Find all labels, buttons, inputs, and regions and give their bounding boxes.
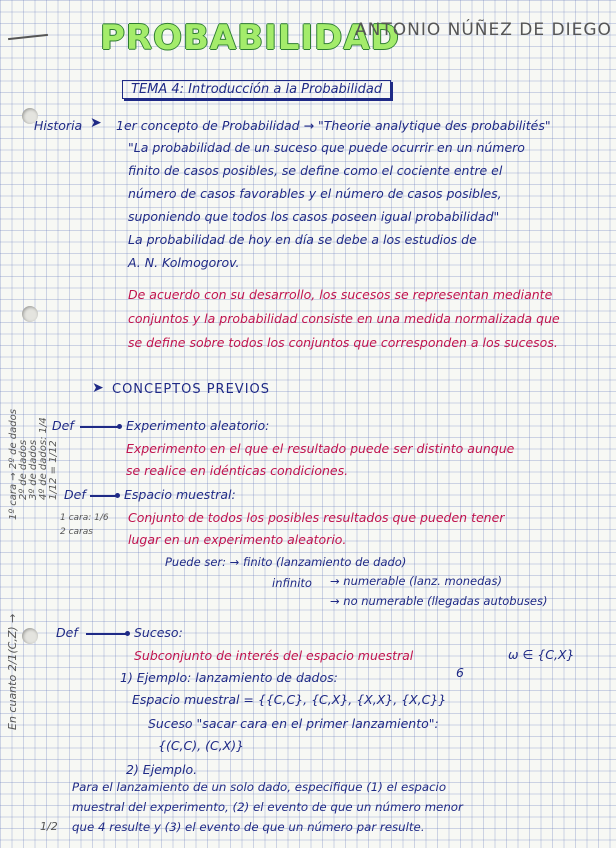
omega-aside: ω ∈ {C,X} (508, 647, 575, 662)
history-label: Historia (34, 118, 83, 133)
section-heading: CONCEPTOS PREVIOS (112, 382, 271, 397)
bullet-dot (115, 493, 120, 498)
def-term: Espacio muestral: (124, 487, 236, 502)
def-arrow (86, 633, 126, 635)
margin-note: 4º de dados: 1/4 (38, 417, 49, 500)
def-term: Experimento aleatorio: (126, 418, 270, 433)
def-body: se realice en idénticas condiciones. (126, 463, 349, 478)
margin-small-note: 1 cara: 1/6 (60, 513, 109, 523)
margin-note: 3º de dados (28, 439, 39, 500)
non-numerable-line: → no numerable (llegadas autobuses) (330, 594, 548, 608)
history-line: finito de casos posibles, se define como el cociente entre el (128, 163, 503, 178)
sample-space-line: Espacio muestral = {{C,C}, {C,X}, {X,X}, {X,C}} (132, 692, 447, 707)
def-body: Conjunto de todos los posibles resultados que pueden tener (128, 510, 505, 525)
history-line: 1er concepto de Probabilidad → "Theorie analytique des probabilités" (116, 118, 551, 133)
margin-note: 1/12 = 1/12 (48, 440, 59, 500)
margin-small-note: 2 caras (60, 527, 93, 537)
bullet-dot (117, 424, 122, 429)
history-line: La probabilidad de hoy en día se debe a los estudios de (128, 232, 477, 247)
binder-hole (22, 628, 38, 644)
section-arrow-icon: ➤ (92, 380, 104, 396)
bullet-dot (125, 631, 130, 636)
def-body: lugar en un experimento aleatorio. (128, 532, 347, 547)
example-line: que 4 resulte y (3) el evento de que un número par resulte. (72, 820, 425, 834)
def-label: Def (56, 625, 78, 640)
margin-note: 2º de dados (18, 439, 29, 500)
margin-vertical-note: En cuanto 2/1(C,Z) → (6, 613, 19, 730)
history-line: número de casos favorables y el número de casos posibles, (128, 186, 502, 201)
page-title: PROBABILIDAD (100, 18, 400, 58)
margin-note: 1º cara → 2º de dados (8, 409, 19, 520)
history-pink-line: se define sobre todos los conjuntos que corresponden a los sucesos. (128, 335, 558, 350)
example-line: muestral del experimento, (2) el evento de que un número menor (72, 800, 463, 814)
binder-hole (22, 306, 38, 322)
history-pink-line: De acuerdo con su desarrollo, los sucesos se representan mediante (128, 287, 553, 302)
example-line: Para el lanzamiento de un solo dado, especifique (1) el espacio (72, 780, 447, 794)
example-heading: 2) Ejemplo. (126, 762, 198, 777)
def-body: Subconjunto de interés del espacio muestral (134, 648, 414, 663)
pencil-mark (8, 34, 48, 40)
author-name: ANTONIO NÚÑEZ DE DIEGO (355, 20, 612, 40)
example-heading: 1) Ejemplo: lanzamiento de dados: (120, 670, 338, 685)
def-label: Def (64, 487, 86, 502)
def-arrow (80, 426, 118, 428)
event-line: Suceso "sacar cara en el primer lanzamiento": (148, 716, 439, 731)
history-pink-line: conjuntos y la probabilidad consiste en una medida normalizada que (128, 311, 560, 326)
arrow-icon: ➤ (90, 115, 102, 131)
aside-six: 6 (456, 665, 464, 680)
history-line: A. N. Kolmogorov. (128, 255, 240, 270)
margin-mark: 1/2 (40, 820, 58, 833)
history-line: suponiendo que todos los casos poseen igual probabilidad" (128, 209, 500, 224)
numerable-line: → numerable (lanz. monedas) (330, 574, 502, 588)
event-set: {(C,C), (C,X)} (158, 738, 245, 753)
infinite-label: infinito (272, 576, 312, 590)
def-term: Suceso: (134, 625, 183, 640)
can-be-line: Puede ser: → finito (lanzamiento de dado) (165, 555, 407, 569)
topic-box: TEMA 4: Introducción a la Probabilidad (122, 80, 391, 99)
def-arrow (90, 495, 116, 497)
def-body: Experimento en el que el resultado puede ser distinto aunque (126, 441, 515, 456)
def-label: Def (52, 418, 74, 433)
history-line: "La probabilidad de un suceso que puede ocurrir en un número (128, 140, 525, 155)
